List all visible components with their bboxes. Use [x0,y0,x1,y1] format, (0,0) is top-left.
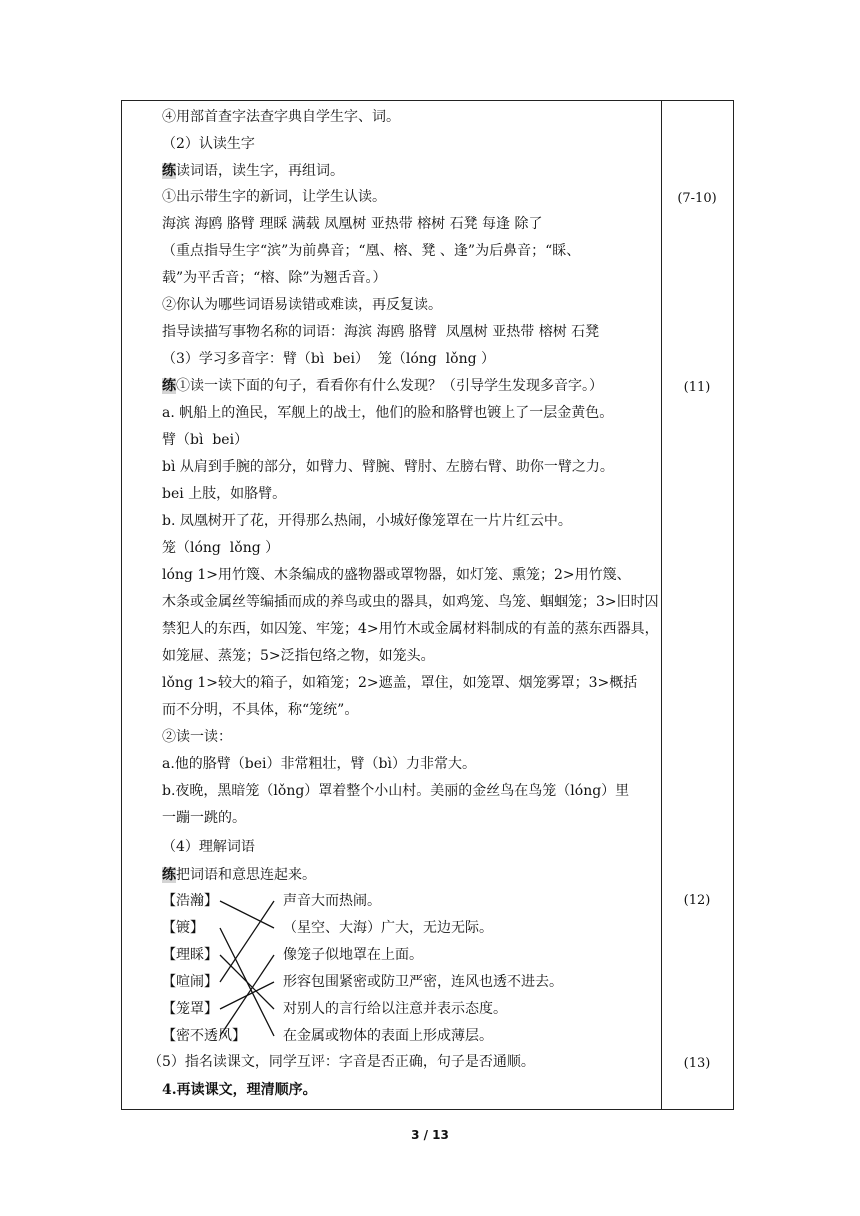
section-heading: 4.再读课文，理清顺序。 [162,1082,317,1098]
time-note: (13) [683,1056,711,1071]
text-line: ①出示带生字的新词，让学生认读。 [162,189,386,205]
match-line [220,901,274,928]
match-meaning: 形容包围紧密或防卫严密，连风也透不进去。 [283,974,563,990]
match-word: 【笼罩】 [162,1001,218,1017]
match-word: 【密不透风】 [162,1028,246,1044]
time-note: (7-10) [677,191,717,206]
match-word: 【浩瀚】 [162,893,218,909]
match-line [220,955,274,1036]
text-line: （重点指导生字“滨”为前鼻音；“凰、榕、凳 、逢”为后鼻音；“睬、 [162,243,581,259]
text-line: 木条或金属丝等编插而成的养鸟或虫的器具，如鸡笼、鸟笼、蝈蝈笼；3>旧时囚 [162,594,659,610]
page-number: 3 / 13 [411,1128,449,1142]
text-line: ②读一读： [162,729,232,745]
text-line: a.他的胳臂（bei）非常粗壮，臂（bì）力非常大。 [162,756,476,772]
text-line: a. 帆船上的渔民，军舰上的战士，他们的脸和胳臂也镀上了一层金黄色。 [162,405,614,421]
text-line: lóng 1>用竹篾、木条编成的盛物器或罩物器，如灯笼、熏笼；2>用竹篾、 [162,567,631,583]
text-line: 一蹦一跳的。 [162,810,246,826]
text-line: 海滨 海鸥 胳臂 理睬 满载 凤凰树 亚热带 榕树 石凳 每逢 除了 [162,216,543,232]
time-note: (12) [683,893,711,908]
text-line: 如笼屉、蒸笼；5>泛指包络之物，如笼头。 [162,648,435,664]
text-line: ④用部首查字法查字典自学生字、词。 [162,109,400,125]
match-meaning: 在金属或物体的表面上形成薄层。 [283,1028,493,1044]
match-meaning: 像笼子似地罩在上面。 [283,947,423,963]
text-line: lǒng 1>较大的箱子，如箱笼；2>遮盖，罩住，如笼罩、烟笼雾罩；3>概括 [162,675,638,691]
text-line: ②你认为哪些词语易读错或难读，再反复读。 [162,297,442,313]
text-line: 而不分明，不具体，称“笼统”。 [162,702,359,718]
match-line [220,955,274,1009]
text-line: 笼（lóng lǒng ） [162,540,280,556]
match-line [220,901,274,982]
text-line: 练把词语和意思连起来。 [162,867,316,883]
text-line: b.夜晚，黑暗笼（lǒng）罩着整个小山村。美丽的金丝鸟在鸟笼（lóng）里 [162,783,630,799]
match-word: 【理睬】 [162,947,218,963]
matching-lines [214,893,280,1043]
match-word: 【镀】 [162,920,204,936]
practice-mark: 练 [162,378,176,394]
match-meaning: 对别人的言行给以注意并表示态度。 [283,1001,507,1017]
text-line: 练读词语，读生字，再组词。 [162,163,344,179]
text-line: （4）理解词语 [162,839,255,855]
text-line: （5）指名读课文，同学互评：字音是否正确，句子是否通顺。 [148,1054,535,1070]
time-note: (11) [683,380,711,395]
text-line: （3）学习多音字：臂（bì bei） 笼（lóng lǒng ） [162,351,495,367]
text-line: 指导读描写事物名称的词语：海滨 海鸥 胳臂 凤凰树 亚热带 榕树 石凳 [162,324,600,340]
text-line: （2）认读生字 [162,136,255,152]
text-line: 载”为平舌音；“榕、除”为翘舌音。） [162,270,387,286]
text-line: bì 从肩到手腕的部分，如臂力、臂腕、臂肘、左膀右臂、助你一臂之力。 [162,459,614,475]
practice-mark: 练 [162,867,176,883]
text-line: bei 上肢，如胳臂。 [162,486,287,502]
match-meaning: （星空、大海）广大，无边无际。 [283,920,493,936]
match-word: 【喧闹】 [162,974,218,990]
practice-mark: 练 [162,163,176,179]
text-line: 禁犯人的东西，如囚笼、牢笼；4>用竹木或金属材料制成的有盖的蒸东西器具， [162,621,659,637]
column-divider [661,100,662,1110]
match-meaning: 声音大而热闹。 [283,893,381,909]
text-line: 臂（bì bei） [162,432,249,448]
text-line: 练①读一读下面的句子，看看你有什么发现？（引导学生发现多音字。） [162,378,603,394]
text-line: b. 凤凰树开了花，开得那么热闹，小城好像笼罩在一片片红云中。 [162,513,572,529]
